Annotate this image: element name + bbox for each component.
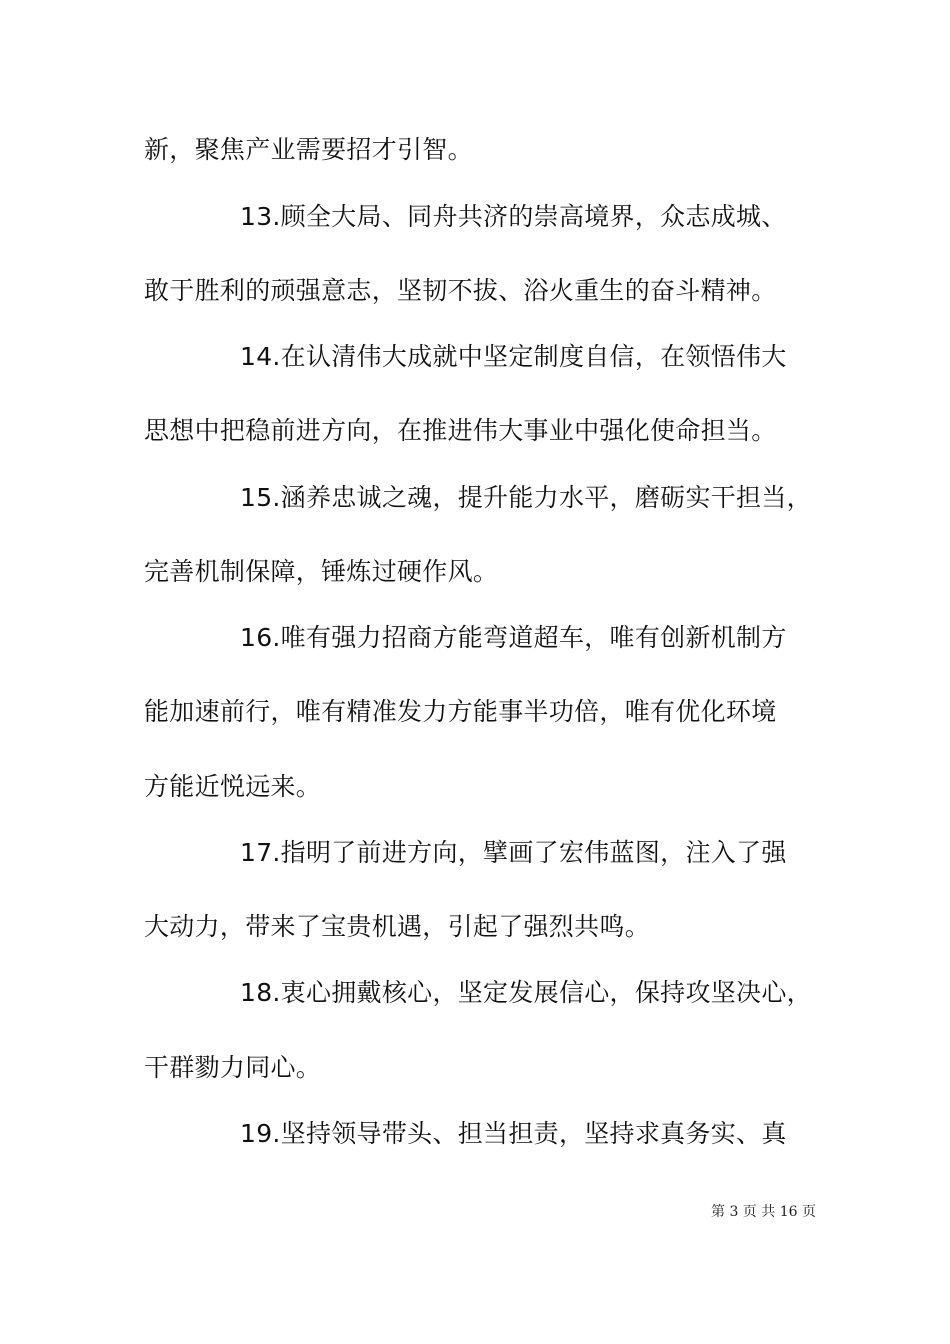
page-number-footer: 第 3 页 共 16 页 xyxy=(711,1204,816,1220)
text-line-12: 大动力，带来了宝贵机遇，引起了强烈共鸣。 xyxy=(144,912,651,941)
text-line-13: 18.衷心拥戴核心，坚定发展信心，保持攻坚决心， xyxy=(240,978,812,1007)
text-line-9: 能加速前行，唯有精准发力方能事半功倍，唯有优化环境 xyxy=(144,697,777,726)
text-line-4: 14.在认清伟大成就中坚定制度自信，在领悟伟大 xyxy=(240,342,787,371)
text-line-6: 15.涵养忠诚之魂，提升能力水平，磨砺实干担当， xyxy=(240,483,812,512)
text-line-7: 完善机制保障，锤炼过硬作风。 xyxy=(144,557,499,586)
text-line-11: 17.指明了前进方向，擘画了宏伟蓝图，注入了强 xyxy=(240,838,787,867)
text-line-10: 方能近悦远来。 xyxy=(144,772,322,801)
text-line-1: 新，聚焦产业需要招才引智。 xyxy=(144,135,473,164)
text-line-2: 13.顾全大局、同舟共济的崇高境界，众志成城、 xyxy=(240,202,787,231)
text-line-15: 19.坚持领导带头、担当担责，坚持求真务实、真 xyxy=(240,1119,787,1148)
text-line-3: 敢于胜利的顽强意志，坚韧不拔、浴火重生的奋斗精神。 xyxy=(144,276,777,305)
text-line-14: 干群勠力同心。 xyxy=(144,1053,322,1082)
text-line-5: 思想中把稳前进方向，在推进伟大事业中强化使命担当。 xyxy=(144,416,777,445)
text-line-8: 16.唯有强力招商方能弯道超车，唯有创新机制方 xyxy=(240,623,787,652)
